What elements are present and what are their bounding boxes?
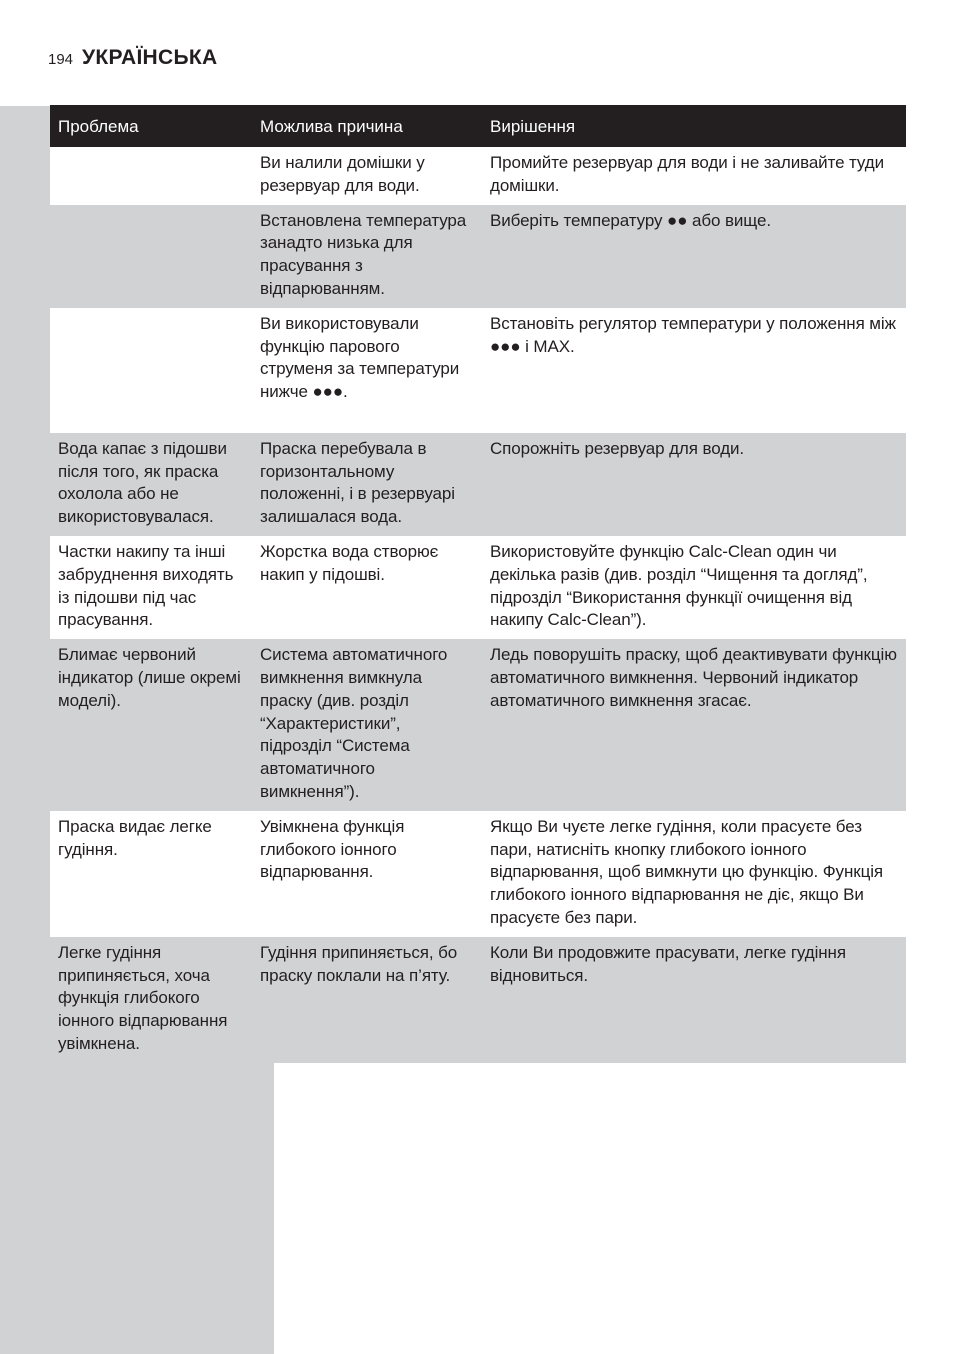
page-header [48, 46, 217, 70]
cell-problem: Праска видає легке гудіння. [50, 811, 252, 937]
page-number: 194 [48, 51, 74, 68]
table-row [50, 205, 906, 308]
language-title: УКРАЇНСЬКА [82, 46, 218, 69]
cell-cause: Система автоматичного вимкнення вимкнула праску (див. розділ “Характеристики”, підрозділ “Система автоматичного вимкнення”). [252, 639, 482, 811]
cell-solution: Виберіть температуру ●● або вище. [482, 205, 906, 308]
cell-solution: Спорожніть резервуар для води. [482, 433, 906, 536]
cell-cause: Ви використовували функцію парового струменя за температури нижче ●●●. [252, 308, 482, 433]
table-row [50, 811, 906, 937]
cell-cause: Жорстка вода створює накип у підошві. [252, 536, 482, 639]
cell-problem [50, 308, 252, 433]
table-row [50, 536, 906, 639]
cell-problem: Блимає червоний індикатор (лише окремі моделі). [50, 639, 252, 811]
table-row [50, 433, 906, 536]
table-row [50, 308, 906, 433]
header-solution: Вирішення [482, 106, 906, 148]
troubleshooting-table [50, 105, 906, 1063]
header-problem: Проблема [50, 106, 252, 148]
table-row [50, 147, 906, 205]
table-header-row [50, 106, 906, 148]
cell-solution: Коли Ви продовжите прасувати, легке гудіння відновиться. [482, 937, 906, 1063]
cell-problem: Частки накипу та інші забруднення виходять із підошви під час прасування. [50, 536, 252, 639]
table-row [50, 639, 906, 811]
cell-cause: Встановлена температура занадто низька для прасування з відпарюванням. [252, 205, 482, 308]
cell-problem [50, 205, 252, 308]
cell-cause: Ви налили домішки у резервуар для води. [252, 147, 482, 205]
cell-problem: Вода капає з підошви після того, як праска охолола або не використовувалася. [50, 433, 252, 536]
cell-cause: Гудіння припиняється, бо праску поклали на п’яту. [252, 937, 482, 1063]
cell-problem [50, 147, 252, 205]
cell-cause: Праска перебувала в горизонтальному положенні, і в резервуарі залишалася вода. [252, 433, 482, 536]
cell-solution: Промийте резервуар для води і не заливайте туди домішки. [482, 147, 906, 205]
cell-solution: Якщо Ви чуєте легке гудіння, коли прасуєте без пари, натисніть кнопку глибокого іонного відпарювання, щоб вимкнути цю функцію. Функція глибокого іонного відпарювання не діє, якщо Ви прасуєте без пари. [482, 811, 906, 937]
header-cause: Можлива причина [252, 106, 482, 148]
table-row [50, 937, 906, 1063]
cell-problem: Легке гудіння припиняється, хоча функція глибокого іонного відпарювання увімкнена. [50, 937, 252, 1063]
cell-solution: Використовуйте функцію Calc-Clean один чи декілька разів (див. розділ “Чищення та догляд”, підрозділ “Використання функції очищення від накипу Calc-Clean”). [482, 536, 906, 639]
cell-solution: Ледь поворушіть праску, щоб деактивувати функцію автоматичного вимкнення. Червоний індикатор автоматичного вимкнення згасає. [482, 639, 906, 811]
cell-solution: Встановіть регулятор температури у положення між ●●● і MAX. [482, 308, 906, 433]
cell-cause: Увімкнена функція глибокого іонного відпарювання. [252, 811, 482, 937]
